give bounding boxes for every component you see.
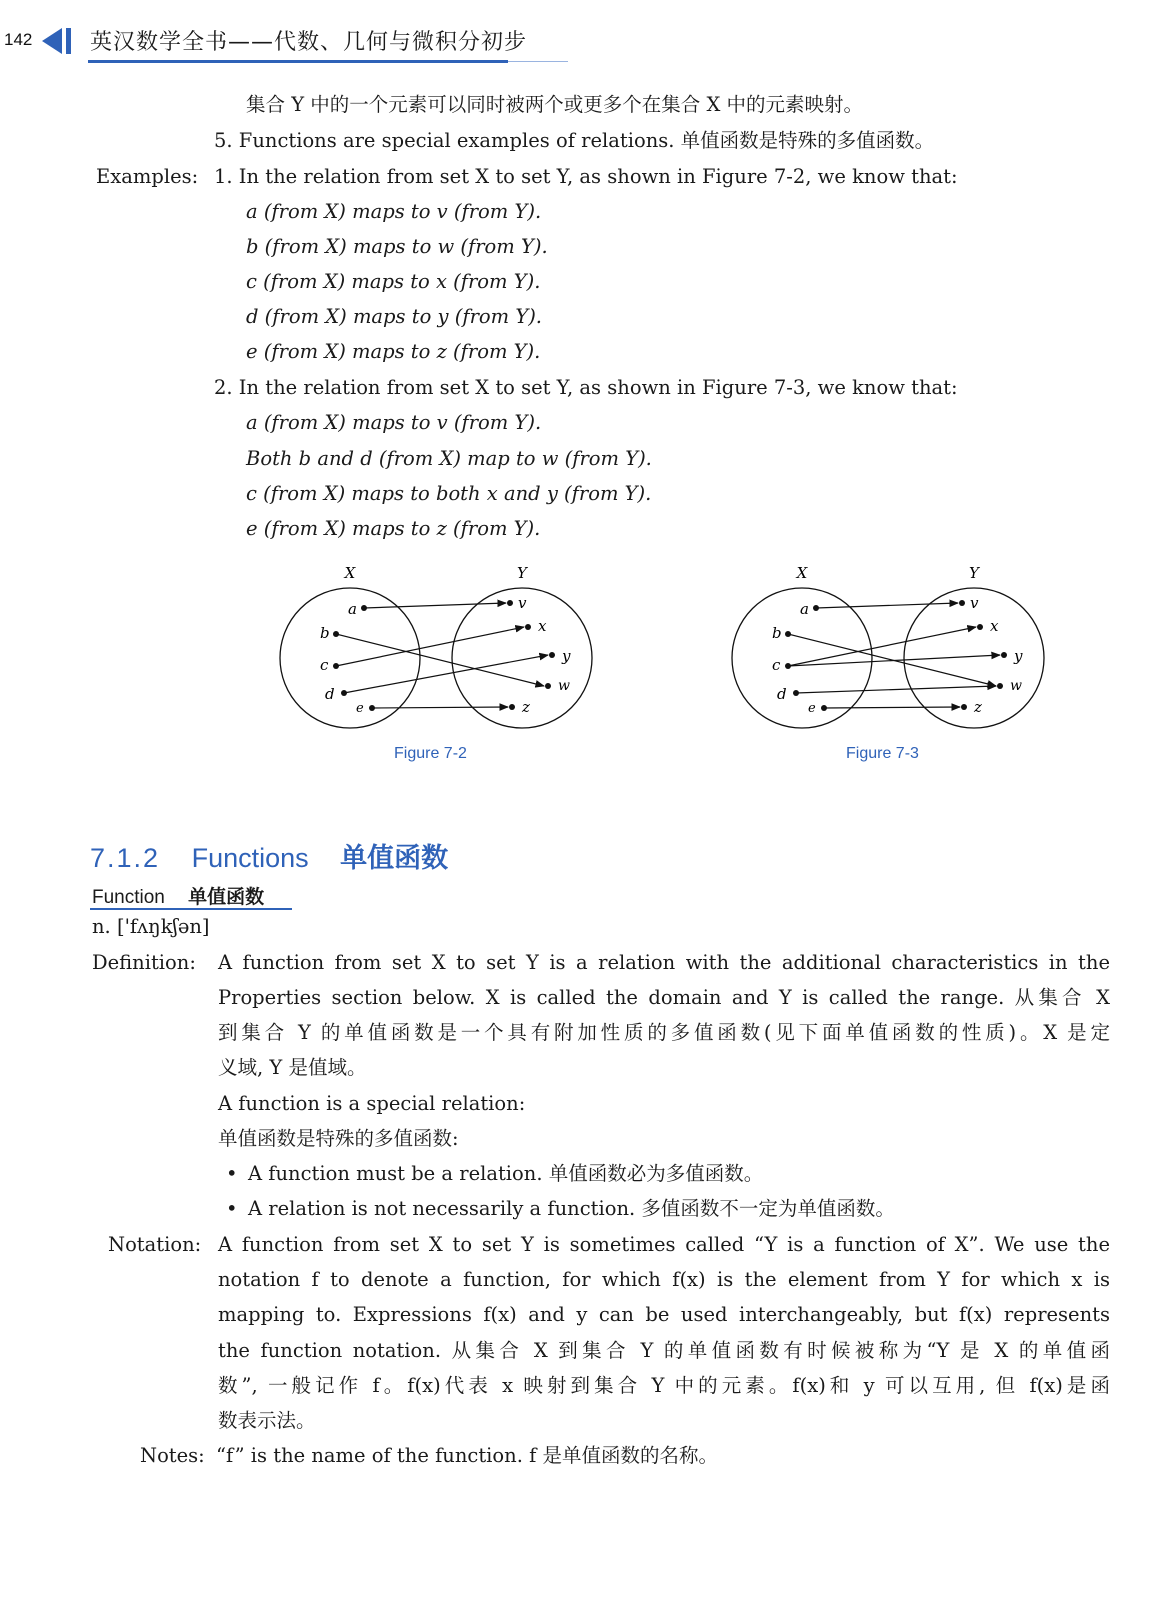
- mapping-arrow: [824, 707, 960, 708]
- page-marker-icon: [42, 28, 62, 54]
- example-1-item: b (from X) maps to w (from Y).: [246, 235, 548, 258]
- examples-label: Examples:: [96, 165, 199, 188]
- y-element: y: [562, 647, 571, 665]
- notation-line: 数”, 一般记作 f。f(x)代表 x 映射到集合 Y 中的元素。f(x)和 y 可以互用, 但 f(x)是函: [218, 1374, 1110, 1397]
- bullet-dot: •: [226, 1162, 238, 1185]
- notation-line: notation f to denote a function, for which f(x) is the element from Y for which x is: [218, 1268, 1110, 1291]
- figure-7-2-caption: Figure 7-2: [394, 745, 467, 762]
- x-element: b: [772, 624, 782, 642]
- figure-7-3-caption: Figure 7-3: [846, 745, 919, 762]
- mapping-arrow: [788, 655, 1000, 666]
- page-marker-bar: [66, 28, 71, 54]
- x-element: e: [356, 701, 364, 716]
- term-word-cn: 单值函数: [188, 886, 265, 908]
- mapping-arrow: [816, 603, 958, 608]
- content-line-2: 5. Functions are special examples of relations. 单值函数是特殊的多值函数。: [214, 129, 935, 152]
- example-1-item: c (from X) maps to x (from Y).: [246, 270, 541, 293]
- section-title-en: Functions: [191, 843, 309, 873]
- set-x-label: X: [344, 564, 356, 582]
- section-title-cn: 单值函数: [340, 843, 449, 874]
- example-2-item: a (from X) maps to v (from Y).: [246, 411, 542, 434]
- mapping-arrow: [364, 603, 506, 608]
- notation-line: mapping to. Expressions f(x) and y can be used interchangeably, but f(x) represents: [218, 1303, 1110, 1326]
- y-element: z: [522, 698, 530, 716]
- header-rule-fade: [508, 61, 568, 62]
- term-heading: [92, 882, 264, 909]
- notation-line: 数表示法。: [218, 1409, 316, 1432]
- mapping-arrow: [788, 627, 976, 666]
- example-2-item: Both b and d (from X) map to w (from Y).: [246, 447, 652, 470]
- x-element: c: [320, 656, 329, 674]
- notation-line: A function from set X to set Y is sometimes called “Y is a function of X”. We use the: [218, 1233, 1110, 1256]
- definition-line: A function from set X to set Y is a relation with the additional characteristics in the: [218, 951, 1110, 974]
- notes-label: Notes:: [140, 1444, 205, 1467]
- y-element: x: [990, 617, 999, 635]
- x-element: d: [325, 685, 335, 703]
- definition-label: Definition:: [92, 951, 196, 974]
- pronunciation: n. ['fʌŋkʃən]: [92, 915, 210, 938]
- y-element: w: [1010, 678, 1022, 694]
- mapping-arrow: [372, 707, 508, 708]
- page-number: 142: [4, 30, 33, 49]
- section-heading: [90, 836, 448, 875]
- set-y-label: Y: [969, 564, 979, 582]
- content-line-1: 集合 Y 中的一个元素可以同时被两个或更多个在集合 X 中的元素映射。: [246, 93, 864, 116]
- section-number: 7.1.2: [90, 843, 161, 873]
- definition-line: 到集合 Y 的单值函数是一个具有附加性质的多值函数(见下面单值函数的性质)。X 是定: [218, 1021, 1110, 1044]
- example-1-item: e (from X) maps to z (from Y).: [246, 340, 541, 363]
- x-element: d: [777, 685, 787, 703]
- y-element: v: [970, 594, 979, 612]
- mapping-arrow: [344, 655, 548, 693]
- definition-bullet: A function must be a relation. 单值函数必为多值函数。: [248, 1162, 764, 1185]
- y-element: x: [538, 617, 547, 635]
- y-element: v: [518, 594, 527, 612]
- x-element: a: [800, 600, 809, 618]
- x-element: c: [772, 656, 781, 674]
- notation-label: Notation:: [108, 1233, 202, 1256]
- x-element: e: [808, 701, 816, 716]
- definition-line: 义域, Y 是值域。: [218, 1056, 367, 1079]
- header-rule: [88, 60, 508, 63]
- example-1-item: a (from X) maps to v (from Y).: [246, 200, 542, 223]
- mapping-arrow: [796, 686, 996, 693]
- example-2-item: e (from X) maps to z (from Y).: [246, 517, 541, 540]
- y-element: y: [1014, 647, 1023, 665]
- term-underline: [90, 908, 292, 910]
- mapping-arrow: [336, 627, 524, 666]
- definition-bullet: A relation is not necessarily a function. 多值函数不一定为单值函数。: [248, 1197, 895, 1220]
- figure-7-3-diagram: [722, 560, 1062, 730]
- example-2-item: c (from X) maps to both x and y (from Y).: [246, 482, 652, 505]
- x-element: b: [320, 624, 330, 642]
- x-element: a: [348, 600, 357, 618]
- definition-line: A function is a special relation:: [218, 1092, 526, 1115]
- set-y-label: Y: [517, 564, 527, 582]
- y-element: w: [558, 678, 570, 694]
- definition-line: Properties section below. X is called the domain and Y is called the range. 从集合 X: [218, 986, 1110, 1009]
- example-1-intro: 1. In the relation from set X to set Y, as shown in Figure 7-2, we know that:: [214, 165, 958, 188]
- example-1-item: d (from X) maps to y (from Y).: [246, 305, 542, 328]
- notes-text: “f” is the name of the function. f 是单值函数的名称。: [216, 1444, 719, 1467]
- book-title: 英汉数学全书——代数、几何与微积分初步: [90, 30, 528, 55]
- notation-line: the function notation. 从集合 X 到集合 Y 的单值函数有时候被称为“Y 是 X 的单值函: [218, 1339, 1110, 1362]
- bullet-dot: •: [226, 1197, 238, 1220]
- figure-7-2-diagram: [270, 560, 610, 730]
- y-element: z: [974, 698, 982, 716]
- example-2-intro: 2. In the relation from set X to set Y, as shown in Figure 7-3, we know that:: [214, 376, 958, 399]
- set-x-label: X: [796, 564, 808, 582]
- definition-line: 单值函数是特殊的多值函数:: [218, 1127, 459, 1150]
- term-word: Function: [92, 887, 165, 908]
